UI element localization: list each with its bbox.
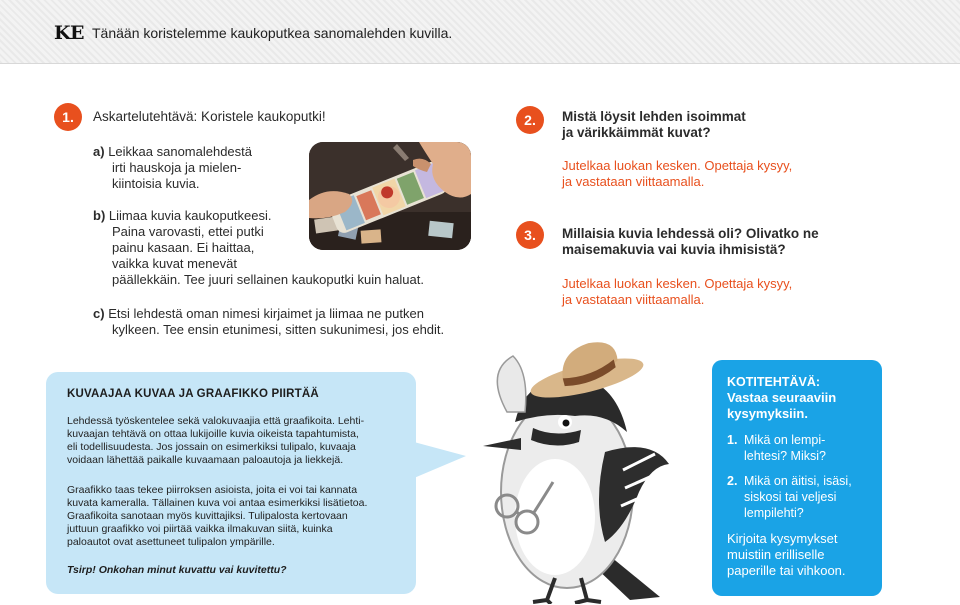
info-line: kuvata kameralla. Tällainen kuva voi antaa esimerkiksi lisätietoa. (67, 497, 368, 509)
task-3-answer (562, 276, 792, 308)
info-line: Lehdessä työskentelee sekä valokuvaajia että graafikoita. Lehti- (67, 415, 365, 427)
homework-question-1 (727, 432, 826, 464)
info-line: paloautot ovat asettuneet tulipalon ympärille. (67, 536, 275, 548)
homework-heading-line: kysymyksiin. (727, 406, 808, 421)
question-number: 2. (727, 474, 738, 488)
task-1a-label: a) (93, 144, 105, 159)
intro-text: Tänään koristelemme kaukoputkea sanomalehden kuvilla. (92, 25, 453, 41)
question-line: Mikä on äitisi, isäsi, (744, 474, 852, 488)
task-2-answer-line: ja vastataan viittaamalla. (562, 174, 705, 189)
task-3-question-line: maisemakuvia vai kuvia ihmisistä? (562, 242, 786, 257)
info-box-paragraph-2 (67, 484, 367, 549)
task-1b-line: päällekkäin. Tee juuri sellainen kaukoputki kuin haluat. (112, 272, 424, 287)
info-line: Graafikoita sanotaan myös kuvittajiksi. Tulipalosta kertovaan (67, 510, 348, 522)
task-1b-label: b) (93, 208, 106, 223)
info-line: Graafikko taas tekee piirroksen asioista, joita ei voi tai kannata (67, 484, 358, 496)
task-3-question-line: Millaisia kuvia lehdessä oli? Olivatko ne (562, 226, 819, 241)
homework-heading-line: Vastaa seuraaviin (727, 390, 837, 405)
task-1c (93, 306, 444, 338)
bird-mascot-illustration (455, 342, 705, 604)
question-line: lempilehti? (744, 506, 804, 520)
info-line: kuvaajan tehtävä on ottaa lukijoille kuvia oikeista tapahtumista, (67, 428, 359, 440)
task-1b-line: Paina varovasti, ettei putki (112, 224, 264, 239)
info-box-closing: Tsirp! Onkohan minut kuvattu vai kuvitettu? (67, 564, 287, 576)
task-1b-line: painu kasaan. Ei haittaa, (112, 240, 255, 255)
question-number: 1. (727, 433, 738, 447)
telescope-photo (309, 142, 471, 250)
homework-footer (727, 531, 846, 579)
task-1a (93, 144, 252, 192)
homework-heading (727, 374, 836, 422)
task-3-question (562, 226, 819, 258)
task-3-answer-line: ja vastataan viittaamalla. (562, 292, 705, 307)
homework-box (712, 360, 882, 596)
homework-footer-line: muistiin erilliselle (727, 547, 825, 562)
info-box-title: KUVAAJAA KUVAA JA GRAAFIKKO PIIRTÄÄ (67, 388, 319, 400)
hands-telescope-illustration (309, 142, 471, 250)
task-2-answer-line: Jutelkaa luokan kesken. Opettaja kysyy, (562, 158, 793, 173)
question-line: Mikä on lempi- (744, 433, 826, 447)
task-1c-line: Etsi lehdestä oman nimesi kirjaimet ja liimaa ne putken (108, 306, 424, 321)
task-1b-line: Liimaa kuvia kaukoputkeesi. (108, 208, 272, 223)
task-1a-line: Leikkaa sanomalehdestä (108, 144, 253, 159)
task-1c-line: kylkeen. Tee ensin etunimesi, sitten sukunimesi, jos ehdit. (112, 322, 445, 337)
task-2-number: 2. (516, 106, 544, 134)
info-line: eli todellisuudesta. Jos jossain on esimerkiksi tulipalo, kuvaaja (67, 441, 356, 453)
task-2-question (562, 109, 746, 141)
homework-heading-line: KOTITEHTÄVÄ: (727, 375, 821, 389)
homework-footer-line: paperille tai vihkoon. (727, 563, 846, 578)
task-2-question-line: ja värikkäimmät kuvat? (562, 125, 711, 140)
task-2-question-line: Mistä löysit lehden isoimmat (562, 109, 746, 124)
task-1a-line: irti hauskoja ja mielen- (112, 160, 242, 175)
question-line: siskosi tai veljesi (744, 490, 837, 504)
subject-tag: KE (54, 22, 84, 44)
question-line: lehtesi? Miksi? (744, 449, 826, 463)
info-box-paragraph-1 (67, 415, 364, 467)
info-box (46, 372, 416, 594)
task-1-number: 1. (54, 103, 82, 131)
homework-footer-line: Kirjoita kysymykset (727, 531, 838, 546)
task-1-title: Askartelutehtävä: Koristele kaukoputki! (93, 109, 326, 124)
info-line: voidaan lähettää paikalle kuvaamaan paloautoja ja liekkejä. (67, 454, 344, 466)
task-1c-label: c) (93, 306, 105, 321)
info-line: juttuun graafikko voi piirtää vaikka ilmakuvan siitä, kuinka (67, 523, 333, 535)
task-1a-line: kiintoisia kuvia. (112, 176, 200, 191)
header-band (0, 0, 960, 64)
task-3-answer-line: Jutelkaa luokan kesken. Opettaja kysyy, (562, 276, 793, 291)
homework-question-2 (727, 473, 852, 521)
task-1b-line: vaikka kuvat menevät (112, 256, 238, 271)
task-3-number: 3. (516, 221, 544, 249)
task-2-answer (562, 158, 792, 190)
